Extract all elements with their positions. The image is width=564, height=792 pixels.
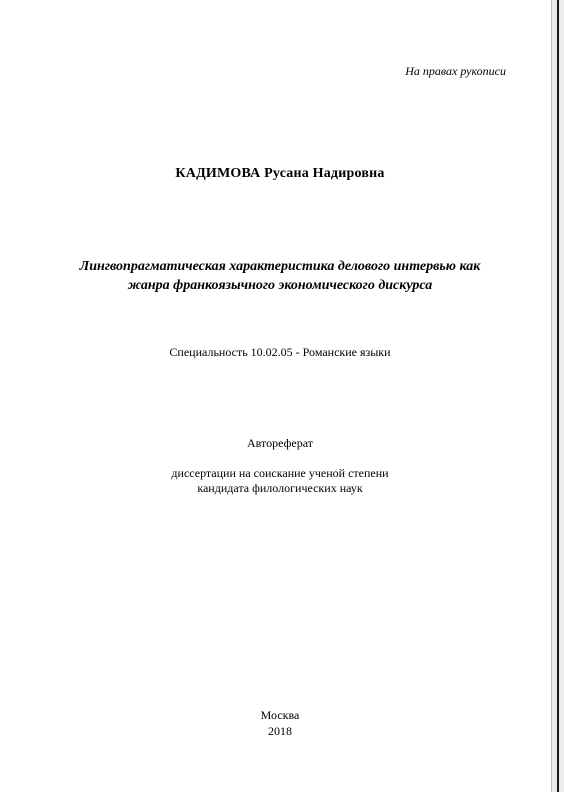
- rights-notice: На правах рукописи: [405, 64, 506, 78]
- thesis-title-line-1: Лингвопрагматическая характеристика делового интервью как: [79, 259, 481, 274]
- thesis-title-line-2: жанра франкоязычного экономического дискурса: [127, 278, 433, 293]
- specialty-line: Специальность 10.02.05 - Романские языки: [169, 345, 391, 359]
- degree-line-1: диссертации на соискание ученой степени: [171, 466, 389, 480]
- degree-line-2: кандидата филологических наук: [197, 481, 363, 495]
- document-type: Автореферат: [247, 436, 313, 450]
- city-name: Москва: [260, 708, 300, 722]
- page-edge-border: [551, 0, 564, 792]
- thesis-title: [0, 257, 552, 295]
- author-name: КАДИМОВА Русана Надировна: [175, 166, 385, 181]
- degree-statement: [0, 466, 552, 496]
- publication-year: 2018: [268, 724, 292, 738]
- imprint: [0, 707, 552, 739]
